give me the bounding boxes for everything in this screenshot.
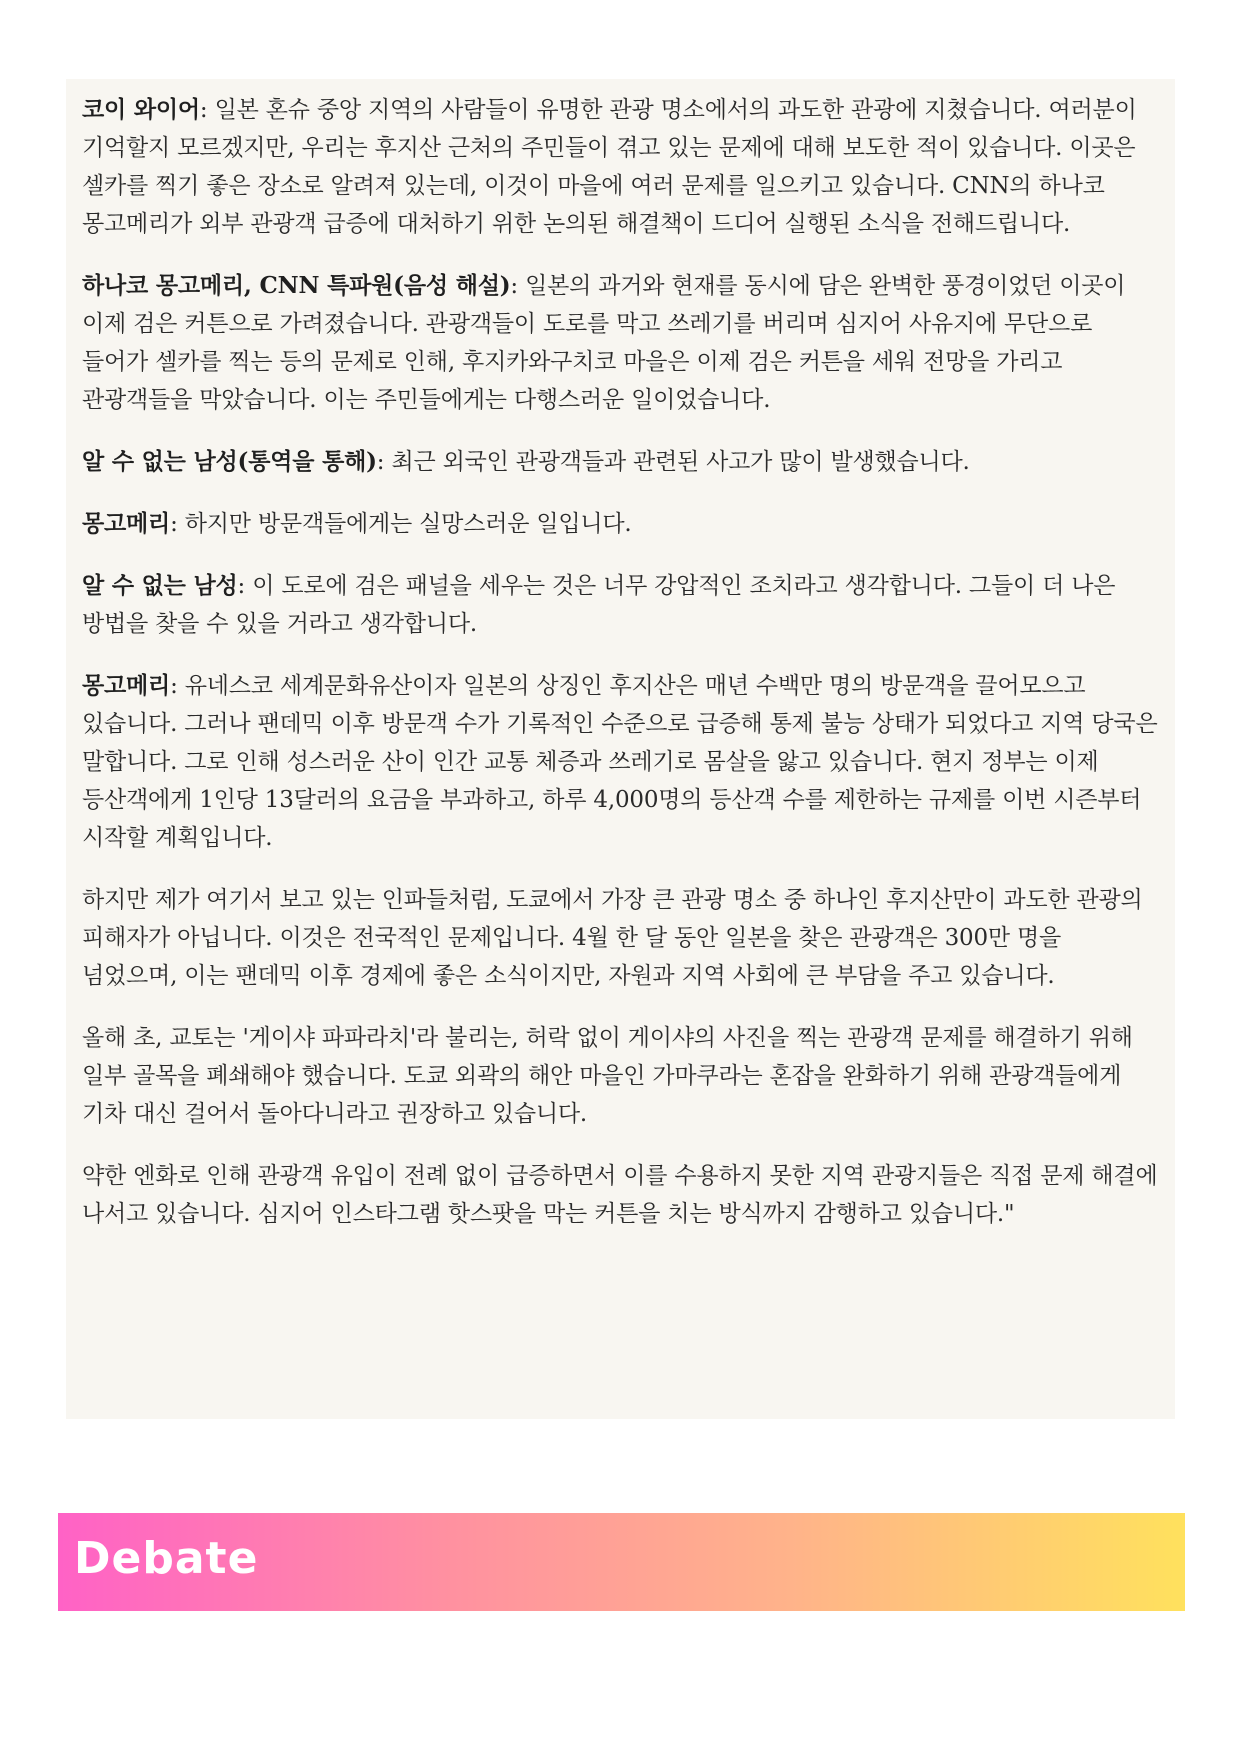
transcript-paragraph [82, 667, 1159, 857]
paragraph-text: 하지만 제가 여기서 보고 있는 인파들처럼, 도쿄에서 가장 큰 관광 명소 중 하나인 후지산만이 과도한 관광의 피해자가 아닙니다. 이것은 전국적인 문제입니다. 4월 한 달 동안 일본을 찾은 관광객은 300만 명을 넘었으며, 이는 팬데믹 이후 경제에 좋은 소식이지만, 자원과 지역 사회에 큰 부담을 주고 있습니다. [82, 887, 1143, 989]
speaker-name: 코이 와이어 [82, 96, 200, 123]
paragraph-text: 약한 엔화로 인해 관광객 유입이 전례 없이 급증하면서 이를 수용하지 못한 지역 관광지들은 직접 문제 해결에 나서고 있습니다. 심지어 인스타그램 핫스팟을 막는 커튼을 치는 방식까지 감행하고 있습니다." [82, 1163, 1158, 1227]
paragraph-text: : 하지만 방문객들에게는 실망스러운 일입니다. [170, 511, 632, 537]
transcript-panel [66, 79, 1175, 1419]
paragraph-text: : 일본의 과거와 현재를 동시에 담은 완벽한 풍경이었던 이곳이 이제 검은 커튼으로 가려졌습니다. 관광객들이 도로를 막고 쓰레기를 버리며 심지어 사유지에 무단으로 들어가 셀카를 찍는 등의 문제로 인해, 후지카와구치코 마을은 이제 검은 커튼을 세워 전망을 가리고 관광객들을 막았습니다. 이는 주민들에게는 다행스러운 일이었습니다. [82, 273, 1126, 413]
debate-heading: Debate [74, 1533, 259, 1584]
speaker-name: 몽고메리 [82, 672, 171, 699]
transcript-paragraph [82, 1019, 1159, 1133]
transcript-paragraph [82, 1157, 1159, 1233]
transcript-paragraph [82, 567, 1159, 643]
transcript-paragraph [82, 267, 1159, 419]
paragraph-text: : 이 도로에 검은 패널을 세우는 것은 너무 강압적인 조치라고 생각합니다. 그들이 더 나은 방법을 찾을 수 있을 거라고 생각합니다. [82, 573, 1116, 637]
speaker-name: 알 수 없는 남성(통역을 통해) [82, 448, 377, 475]
paragraph-text: : 유네스코 세계문화유산이자 일본의 상징인 후지산은 매년 수백만 명의 방문객을 끌어모으고 있습니다. 그러나 팬데믹 이후 방문객 수가 기록적인 수준으로 급증해 통제 불능 상태가 되었다고 지역 당국은 말합니다. 그로 인해 성스러운 산이 인간 교통 체증과 쓰레기로 몸살을 앓고 있습니다. 현지 정부는 이제 등산객에게 1인당 13달러의 요금을 부과하고, 하루 4,000명의 등산객 수를 제한하는 규제를 이번 시즌부터 시작할 계획입니다. [82, 673, 1158, 851]
transcript-paragraph [82, 881, 1159, 995]
transcript-paragraph [82, 443, 1159, 481]
debate-banner [58, 1513, 1185, 1611]
paragraph-text: : 최근 외국인 관광객들과 관련된 사고가 많이 발생했습니다. [376, 449, 970, 475]
paragraph-text: 올해 초, 교토는 '게이샤 파파라치'라 불리는, 허락 없이 게이샤의 사진을 찍는 관광객 문제를 해결하기 위해 일부 골목을 폐쇄해야 했습니다. 도쿄 외곽의 해안 마을인 가마쿠라는 혼잡을 완화하기 위해 관광객들에게 기차 대신 걸어서 돌아다니라고 권장하고 있습니다. [82, 1025, 1133, 1127]
speaker-name: 하나코 몽고메리, CNN 특파원(음성 해설) [82, 272, 511, 299]
paragraph-text: : 일본 혼슈 중앙 지역의 사람들이 유명한 관광 명소에서의 과도한 관광에 지쳤습니다. 여러분이 기억할지 모르겠지만, 우리는 후지산 근처의 주민들이 겪고 있는 문제에 대해 보도한 적이 있습니다. 이곳은 셀카를 찍기 좋은 장소로 알려져 있는데, 이것이 마을에 여러 문제를 일으키고 있습니다. CNN의 하나코 몽고메리가 외부 관광객 급증에 대처하기 위한 논의된 해결책이 드디어 실행된 소식을 전해드립니다. [82, 97, 1137, 237]
speaker-name: 몽고메리 [82, 510, 171, 537]
transcript-paragraph [82, 91, 1159, 243]
speaker-name: 알 수 없는 남성 [82, 572, 238, 599]
transcript-paragraph [82, 505, 1159, 543]
